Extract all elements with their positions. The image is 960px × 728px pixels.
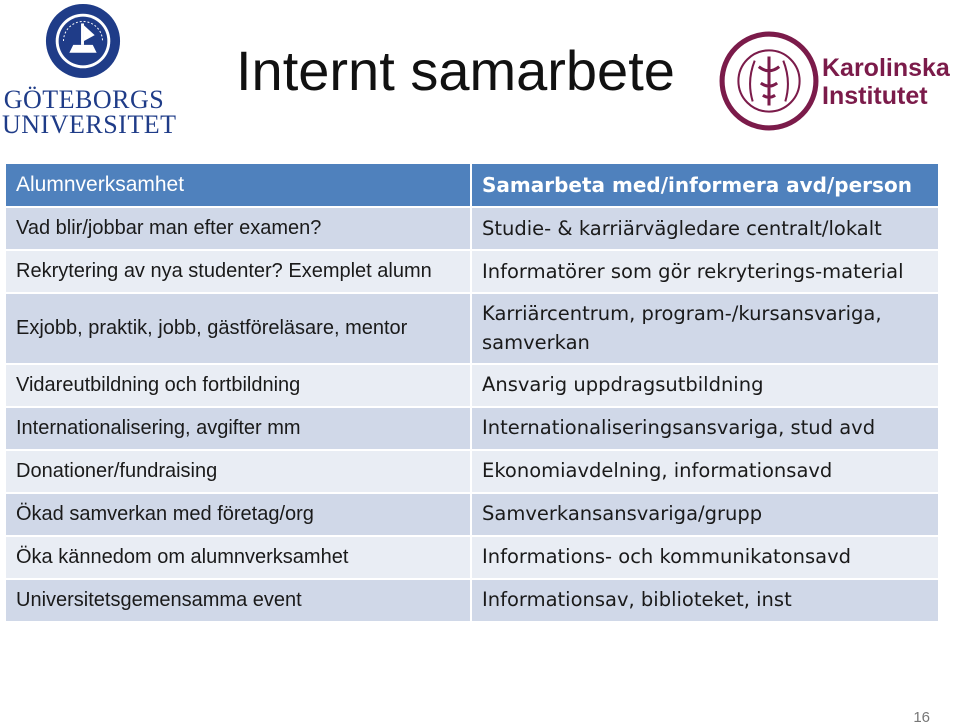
cell-topic: Öka kännedom om alumnverksamhet (6, 537, 470, 578)
cell-topic: Vidareutbildning och fortbildning (6, 365, 470, 406)
page-number: 16 (913, 709, 930, 726)
cell-contact: Informations- och kommunikatonsavd (472, 537, 938, 578)
cell-contact: Karriärcentrum, program-/kursansvariga, samverkan (472, 294, 938, 363)
ki-name-line2: Institutet (822, 82, 928, 110)
header-left: Alumnverksamhet (6, 164, 470, 206)
table-row (6, 208, 938, 249)
table-row (6, 294, 938, 363)
cell-topic: Ökad samverkan med företag/org (6, 494, 470, 535)
gu-name-line1: GÖTEBORGS (3, 85, 165, 114)
cell-contact: Samverkansansvariga/grupp (472, 494, 938, 535)
table-row (6, 537, 938, 578)
cell-contact: Studie- & karriärvägledare centralt/lokalt (472, 208, 938, 249)
table-row (6, 365, 938, 406)
cell-topic: Exjobb, praktik, jobb, gästföreläsare, mentor (6, 294, 470, 363)
ki-name-line1: Karolinska (822, 54, 950, 82)
table-row (6, 251, 938, 292)
gu-seal-icon (44, 2, 122, 80)
header-right: Samarbeta med/informera avd/person (472, 164, 938, 206)
table-row (6, 580, 938, 621)
page-title: Internt samarbete (236, 39, 675, 102)
goteborgs-universitet-logo (0, 0, 177, 140)
karolinska-institutet-logo (714, 22, 950, 142)
cell-contact: Ekonomiavdelning, informationsavd (472, 451, 938, 492)
cell-contact: Informationsav, biblioteket, inst (472, 580, 938, 621)
cell-topic: Rekrytering av nya studenter? Exemplet alumn (6, 251, 470, 292)
cell-contact: Ansvarig uppdragsutbildning (472, 365, 938, 406)
ki-seal-icon (718, 30, 820, 132)
table-header-row (6, 164, 938, 206)
table-row (6, 408, 938, 449)
collaboration-table (4, 162, 940, 623)
cell-contact: Informatörer som gör rekryterings-material (472, 251, 938, 292)
table-row (6, 494, 938, 535)
cell-topic: Vad blir/jobbar man efter examen? (6, 208, 470, 249)
table-row (6, 451, 938, 492)
cell-topic: Internationalisering, avgifter mm (6, 408, 470, 449)
cell-contact: Internationaliseringsansvariga, stud avd (472, 408, 938, 449)
cell-topic: Universitetsgemensamma event (6, 580, 470, 621)
cell-topic: Donationer/fundraising (6, 451, 470, 492)
gu-name-line2: UNIVERSITET (2, 110, 177, 139)
